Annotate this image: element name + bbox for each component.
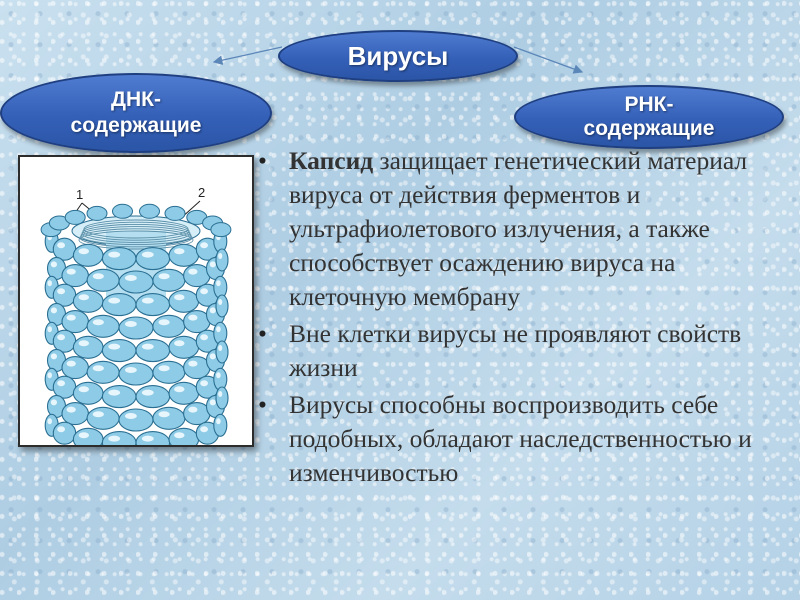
capsomere	[119, 363, 153, 385]
capsomere-highlight	[47, 326, 52, 332]
capsomere-highlight	[51, 353, 57, 359]
capsomere-rim	[165, 206, 185, 220]
capsomere	[87, 361, 119, 383]
capsomere-highlight	[159, 365, 170, 371]
capsomere-highlight	[125, 321, 137, 327]
capsomere-highlight	[57, 426, 65, 432]
capsomere	[169, 290, 199, 312]
capsomere-highlight	[174, 340, 184, 346]
bullet-keyword: Капсид	[289, 146, 374, 175]
capsomere	[136, 294, 170, 316]
capsomere-highlight	[47, 418, 52, 424]
bullet-text: Вирусы способны воспроизводить себе подобных, обладают наследственностью и изменчивостью	[289, 390, 752, 487]
capsomere-highlight	[210, 261, 216, 267]
capsomere-highlight	[216, 280, 221, 286]
capsomere	[73, 290, 103, 312]
capsomere-highlight	[216, 326, 221, 332]
capsomere-highlight	[218, 391, 222, 397]
capsomere-highlight	[188, 269, 197, 275]
figure-label-2: 2	[198, 185, 206, 200]
capsomere-highlight	[125, 275, 137, 281]
dna-node-line1: ДНК-	[111, 88, 161, 111]
bullet-text: защищает генетический материал вируса от действия ферментов и ультрафиолетового излучения, а также способствует осаждению вируса на клеточную мембрану	[289, 146, 748, 311]
capsomere-rim	[87, 206, 107, 220]
capsomere	[119, 271, 153, 293]
capsomere	[216, 341, 228, 363]
capsomere-rim	[211, 223, 231, 237]
capsomere-highlight	[67, 407, 76, 413]
capsid-illustration-frame	[18, 155, 254, 447]
capsomere-highlight	[125, 413, 137, 419]
capsomere	[216, 295, 228, 317]
capsomere-highlight	[57, 380, 65, 386]
bullet-item-capsid	[258, 144, 788, 314]
capsomere	[153, 407, 185, 429]
capsomere-highlight	[188, 407, 197, 413]
capsomere-highlight	[108, 390, 120, 396]
capsomere-highlight	[47, 280, 52, 286]
capsomere-highlight	[108, 298, 120, 304]
capsomere-highlight	[159, 411, 170, 417]
bullet-list	[258, 144, 788, 493]
capsomere	[102, 340, 136, 362]
capsomere	[102, 386, 136, 408]
capsomere	[62, 311, 88, 333]
capsomere	[169, 336, 199, 358]
capsid-body	[41, 204, 231, 445]
bullet-marker: •	[258, 390, 267, 419]
capsomere-highlight	[67, 315, 76, 321]
rna-node-line1: РНК-	[624, 93, 674, 116]
capsomere-highlight	[159, 273, 170, 279]
capsomere	[73, 336, 103, 358]
capsomere-rim	[140, 204, 160, 218]
arrow-to-dna	[214, 47, 282, 62]
capsomere-highlight	[216, 418, 221, 424]
capsomere	[136, 248, 170, 270]
capsomere-highlight	[79, 248, 89, 254]
dna-containing-node	[0, 73, 272, 153]
capsomere-highlight	[93, 319, 104, 325]
capsomere-highlight	[79, 294, 89, 300]
capsomere-highlight	[200, 288, 208, 294]
capsomere	[53, 422, 75, 444]
capsomere-highlight	[142, 252, 154, 258]
bullet-text: Вне клетки вирусы не проявляют свойств жизни	[289, 319, 742, 382]
capsomere	[87, 315, 119, 337]
capsomere-highlight	[159, 319, 170, 325]
capsomere-highlight	[200, 426, 208, 432]
capsomere-highlight	[174, 248, 184, 254]
capsomere-highlight	[210, 399, 216, 405]
capsomere-highlight	[51, 399, 57, 405]
bullet-item-reproduction	[258, 388, 788, 490]
capsomere	[136, 340, 170, 362]
capsomere	[153, 269, 185, 291]
capsomere-highlight	[79, 340, 89, 346]
capsomere-highlight	[93, 411, 104, 417]
capsomere	[62, 403, 88, 425]
capsomere	[216, 387, 228, 409]
capsomere-highlight	[174, 386, 184, 392]
capsomere-highlight	[142, 344, 154, 350]
capsomere-highlight	[93, 365, 104, 371]
capsomere	[87, 269, 119, 291]
capsomere-highlight	[218, 299, 222, 305]
capsomere-highlight	[142, 436, 154, 442]
arrow-to-rna	[514, 47, 582, 72]
capsomere-highlight	[108, 436, 120, 442]
capsomere	[102, 294, 136, 316]
capsomere-highlight	[108, 252, 120, 258]
viruses-node	[278, 30, 518, 82]
capsomere	[153, 315, 185, 337]
rna-node-line2: содержащие	[583, 117, 715, 140]
capsomere	[73, 382, 103, 404]
capsomere-highlight	[47, 372, 52, 378]
capsomere-rim	[113, 204, 133, 218]
viruses-node-label: Вирусы	[347, 40, 449, 71]
capsomere	[102, 248, 136, 270]
capsomere-highlight	[79, 432, 89, 438]
capsomere	[73, 244, 103, 266]
capsomere-highlight	[57, 288, 65, 294]
capsomere-highlight	[57, 334, 65, 340]
bullet-marker: •	[258, 146, 267, 175]
dna-node-line2: содержащие	[70, 114, 202, 137]
capsid-illustration	[20, 157, 252, 445]
capsomere-highlight	[93, 273, 104, 279]
capsomere-highlight	[108, 344, 120, 350]
capsomere-highlight	[142, 390, 154, 396]
capsomere-highlight	[200, 242, 208, 248]
bullet-marker: •	[258, 319, 267, 348]
capsomere	[119, 317, 153, 339]
capsomere-highlight	[142, 298, 154, 304]
capsomere	[214, 414, 227, 436]
capsomere-highlight	[174, 294, 184, 300]
capsomere	[169, 244, 199, 266]
capsomere-rim	[65, 210, 85, 224]
capsomere-highlight	[210, 307, 216, 313]
capsomere-highlight	[67, 361, 76, 367]
capsomere-highlight	[200, 334, 208, 340]
capsomere	[119, 409, 153, 431]
capsomere	[216, 249, 228, 271]
capsomere	[62, 265, 88, 287]
capsomere-highlight	[51, 307, 57, 313]
capsomere-highlight	[200, 380, 208, 386]
capsomere-highlight	[174, 432, 184, 438]
capsomere-highlight	[210, 353, 216, 359]
capsomere	[87, 407, 119, 429]
figure-label-1: 1	[76, 187, 84, 202]
capsomere	[169, 382, 199, 404]
bullet-item-outside-cell	[258, 317, 788, 385]
capsomere-highlight	[125, 367, 137, 373]
capsomere	[62, 357, 88, 379]
capsomere-highlight	[188, 315, 197, 321]
capsomere-highlight	[188, 361, 197, 367]
capsomere-highlight	[79, 386, 89, 392]
capsomere-highlight	[67, 269, 76, 275]
rna-containing-node	[514, 85, 784, 149]
capsomere-highlight	[57, 242, 65, 248]
capsomere-highlight	[218, 253, 222, 259]
capsomere-highlight	[51, 261, 57, 267]
capsomere-highlight	[216, 372, 221, 378]
capsomere-highlight	[218, 345, 222, 351]
capsomere	[153, 361, 185, 383]
capsomere	[136, 386, 170, 408]
